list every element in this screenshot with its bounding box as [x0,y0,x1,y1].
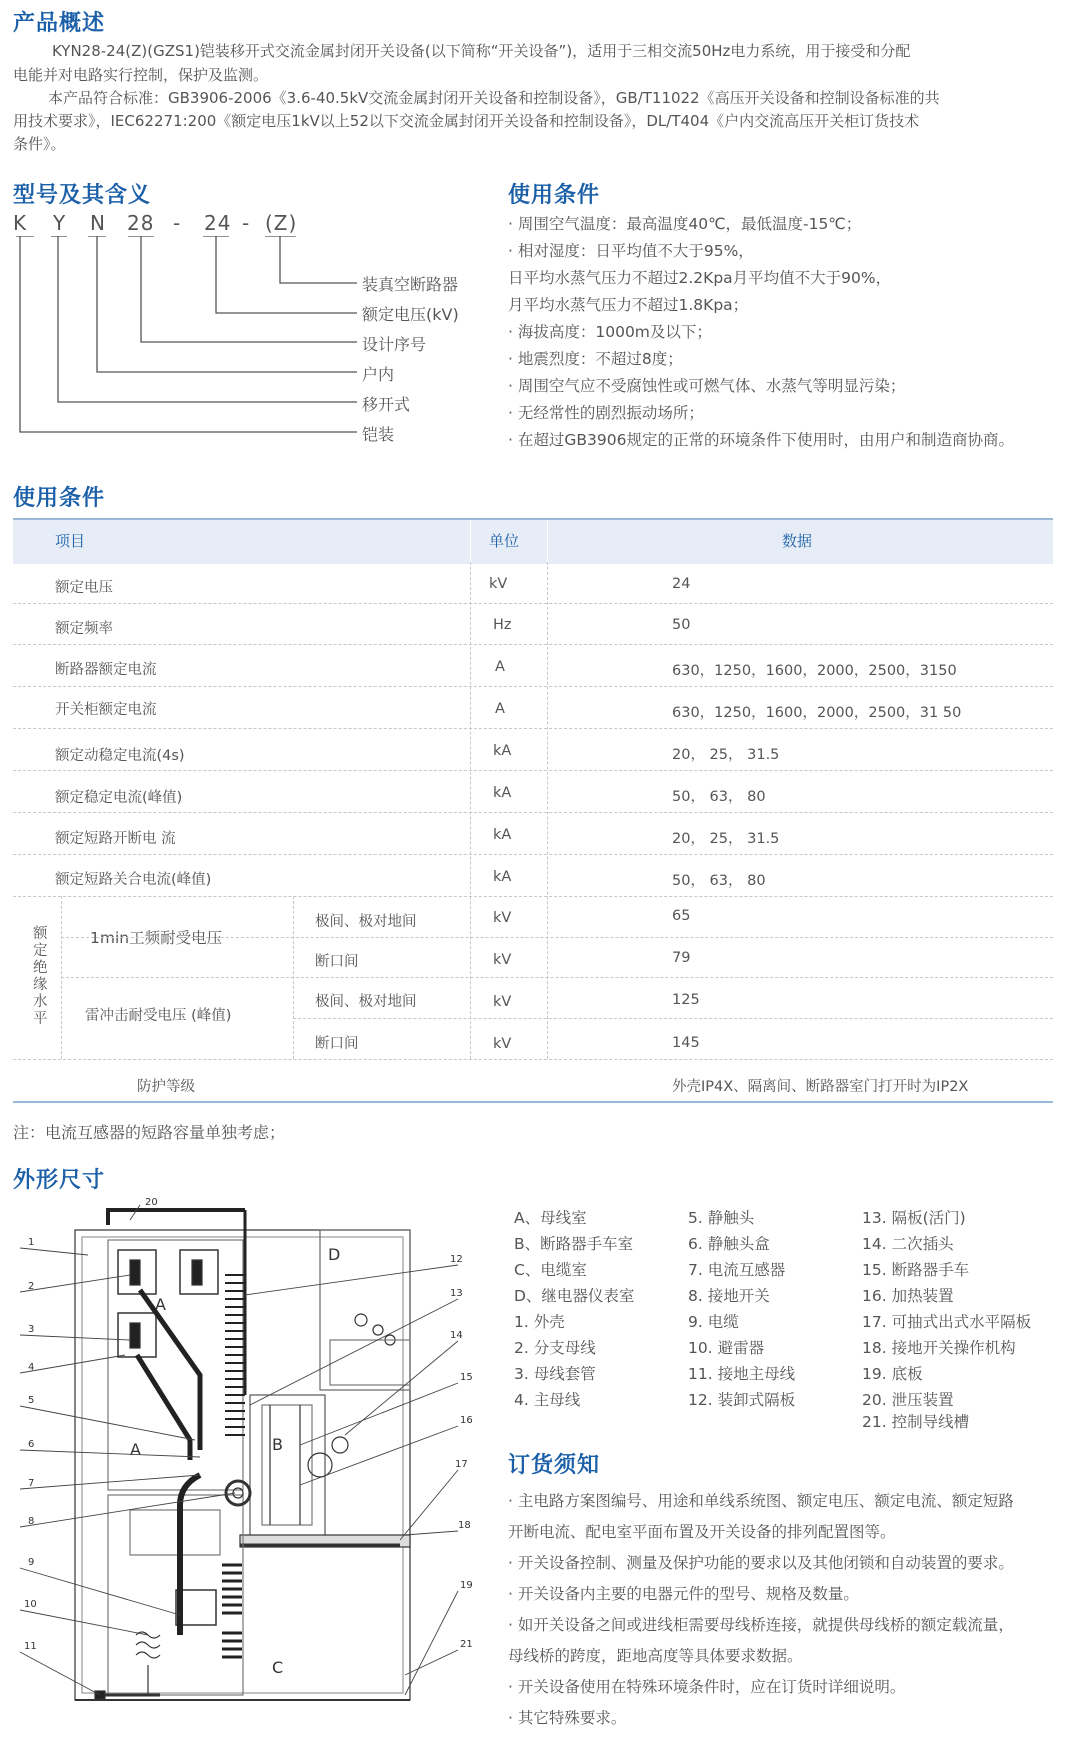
ins-row-4-item: 断口间 [315,1036,359,1052]
legend-item: 15. 断路器手车 [862,1261,970,1279]
insulation-sub-lightning: 雷冲击耐受电压 (峰值) [85,1008,232,1024]
insulation-sub-power-freq: 1min工频耐受电压 [90,929,223,947]
row-8-unit: kA [493,869,512,885]
diagram-num-6: 6 [28,1439,35,1450]
diagram-num-8: 8 [28,1516,35,1527]
table-note: 注：电流互感器的短路容量单独考虑； [13,1123,286,1142]
header-item: 项目 [55,532,86,550]
condition-item-9: · 在超过GB3906规定的正常的环境条件下使用时，由用户和制造商协商。 [508,431,1014,449]
ins-row-3-item: 极间、极对地间 [315,994,417,1010]
legend-item: 4. 主母线 [514,1391,581,1409]
condition-item-8: · 无经常性的剧烈振动场所； [508,404,704,422]
table-row [13,603,1053,645]
row-1-item: 额定电压 [55,580,113,596]
condition-item-7: · 周围空气应不受腐蚀性或可燃气体、水蒸气等明显污染； [508,377,906,395]
diagram-num-19: 19 [460,1580,473,1591]
legend-item: 12. 装卸式隔板 [688,1391,796,1409]
code-24: 24 [204,211,232,235]
diagram-letter-a-top: A [155,1295,166,1314]
ins-row-4-data: 145 [672,1035,700,1051]
diagram-num-10: 10 [24,1599,37,1610]
ins-row-3-data: 125 [672,992,700,1008]
diagram-num-2: 2 [28,1281,35,1292]
col-divider-2 [547,562,548,1059]
meaning-withdrawable: 移开式 [362,395,411,414]
overview-line-1: KYN28-24(Z)(GZS1)铠装移开式交流金属封闭开关设备(以下简称“开关设备”)，适用于三相交流50Hz电力系统，用于接受和分配 [52,42,911,60]
model-title: 型号及其含义 [13,183,152,208]
diagram-num-3: 3 [28,1324,35,1335]
diagram-num-18: 18 [458,1520,471,1531]
condition-item-5: · 海拔高度：1000m及以下； [508,323,712,341]
ins-row-2-unit: kV [493,952,512,968]
code-28: 28 [127,211,155,235]
table-row [13,1059,1053,1060]
legend-item: 8. 接地开关 [688,1287,770,1305]
ins-row-1-unit: kV [493,910,512,926]
code-k: K [13,211,28,235]
header-data: 数据 [782,532,813,550]
legend-item: 7. 电流互感器 [688,1261,786,1279]
order-item-1: · 主电路方案图编号、用途和单线系统图、额定电压、额定电流、额定短路 [508,1492,1014,1510]
legend-item: 18. 接地开关操作机构 [862,1339,1016,1357]
order-item-5: · 如开关设备之间或进线柜需要母线桥连接，就提供母线桥的额定载流量， [508,1616,1014,1634]
table-row [293,1018,1053,1019]
dimensions-title: 外形尺寸 [13,1168,106,1193]
col-divider-1 [470,562,471,1059]
row-6-unit: kA [493,785,512,801]
diagram-num-21: 21 [460,1639,473,1650]
code-n: N [90,211,106,235]
row-3-data: 630，1250，1600，2000，2500，3150 [672,663,957,679]
protection-value: 外壳IP4X、隔离间、断路器室门打开时为IP2X [672,1079,969,1095]
condition-item-6: · 地震烈度：不超过8度； [508,350,683,368]
legend-item: 3. 母线套管 [514,1365,596,1383]
code-dash-1: - [173,211,182,235]
row-5-data: 20， 25， 31.5 [672,747,780,763]
row-6-item: 额定稳定电流(峰值) [55,790,183,806]
row-8-data: 50， 63， 80 [672,873,766,889]
legend-item: 20. 泄压装置 [862,1391,954,1409]
row-8-item: 额定短路关合电流(峰值) [55,872,212,888]
meaning-vacuum-breaker: 装真空断路器 [362,275,459,294]
diagram-num-7: 7 [28,1478,35,1489]
overview-title: 产品概述 [13,11,106,36]
legend-item: 16. 加热装置 [862,1287,954,1305]
row-1-data: 24 [672,576,691,592]
overview-line-5: 条件》。 [13,135,66,153]
diagram-num-14: 14 [450,1330,463,1341]
legend-item: C、电缆室 [514,1261,587,1279]
diagram-num-11: 11 [24,1641,37,1652]
legend-item: 6. 静触头盒 [688,1235,770,1253]
ins-row-4-unit: kV [493,1036,512,1052]
diagram-num-13: 13 [450,1288,463,1299]
header-divider-2 [547,520,548,562]
header-divider-1 [470,520,471,562]
condition-item-1: · 周围空气温度：最高温度40℃，最低温度-15℃； [508,215,862,233]
meaning-armored: 铠装 [362,425,395,444]
table-row [61,977,1053,978]
meaning-indoor: 户内 [362,365,395,384]
row-5-unit: kA [493,743,512,759]
diagram-num-20: 20 [145,1197,158,1208]
legend-item: 19. 底板 [862,1365,923,1383]
condition-item-4: 月平均水蒸气压力不超过1.8Kpa； [508,296,749,314]
diagram-letter-a: A [130,1440,141,1459]
table-row [13,562,1053,604]
row-2-item: 额定频率 [55,621,113,637]
order-item-3: · 开关设备控制、测量及保护功能的要求以及其他闭锁和自动装置的要求。 [508,1554,1014,1572]
legend-item: 11. 接地主母线 [688,1365,796,1383]
order-item-2: 开断电流、配电室平面布置及开关设备的排列配置图等。 [508,1523,896,1541]
order-item-8: · 其它特殊要求。 [508,1709,627,1727]
diagram-letter-d: D [328,1245,341,1264]
diagram-num-9: 9 [28,1557,35,1568]
conditions-title: 使用条件 [508,183,601,208]
code-z: (Z) [265,211,298,235]
header-unit: 单位 [489,532,520,550]
row-6-data: 50， 63， 80 [672,789,766,805]
row-7-unit: kA [493,827,512,843]
row-2-data: 50 [672,617,691,633]
table-header [13,518,1053,564]
overview-line-2: 电能并对电路实行控制，保护及监测。 [13,66,269,84]
overview-line-4: 用技术要求》，IEC62271:200《额定电压1kV以上52以下交流金属封闭开关设备和控制设备》，DL/T404《户内交流高压开关柜订货技术 [13,112,920,130]
order-item-4: · 开关设备内主要的电器元件的型号、规格及数量。 [508,1585,859,1603]
legend-item: B、断路器手车室 [514,1235,634,1253]
code-dash-2: - [242,211,251,235]
table-bottom-border [13,1101,1053,1103]
table-title: 使用条件 [13,486,106,511]
row-3-item: 断路器额定电流 [55,662,157,678]
ins-row-2-item: 断口间 [315,954,359,970]
diagram-num-12: 12 [450,1254,463,1265]
row-4-item: 开关柜额定电流 [55,702,157,718]
row-5-item: 额定动稳定电流(4s) [55,748,185,764]
row-1-unit: kV [489,576,508,592]
row-2-unit: Hz [493,617,512,633]
diagram-num-15: 15 [460,1372,473,1383]
meaning-rated-voltage: 额定电压(kV) [362,305,459,324]
row-4-data: 630，1250，1600，2000，2500，31 50 [672,705,962,721]
row-7-item: 额定短路开断电 流 [55,831,176,847]
order-title: 订货须知 [508,1453,601,1478]
table-row [61,937,1053,938]
condition-item-2: · 相对湿度：日平均值不大于95%， [508,242,754,260]
legend-item: 21. 控制导线槽 [862,1413,970,1431]
insulation-group-label: 额定绝缘水平 [33,926,48,1027]
ins-row-1-item: 极间、极对地间 [315,914,417,930]
legend-item: A、母线室 [514,1209,587,1227]
legend-item: D、继电器仪表室 [514,1287,635,1305]
diagram-num-1: 1 [28,1237,35,1248]
meaning-design-number: 设计序号 [362,335,427,354]
legend-item: 14. 二次插头 [862,1235,954,1253]
row-3-unit: A [495,659,505,675]
legend-item: 5. 静触头 [688,1209,755,1227]
diagram-num-17: 17 [455,1459,468,1470]
legend-item: 17. 可抽式出式水平隔板 [862,1313,1032,1331]
legend-item: 9. 电缆 [688,1313,739,1331]
order-item-6: 母线桥的跨度，距地高度等具体要求数据。 [508,1647,803,1665]
diagram-letter-c: C [272,1658,284,1677]
switchgear-cross-section-diagram [0,1195,480,1735]
code-y: Y [53,211,67,235]
legend-item: 10. 避雷器 [688,1339,765,1357]
row-4-unit: A [495,701,505,717]
ins-row-3-unit: kV [493,994,512,1010]
diagram-num-4: 4 [28,1362,35,1373]
row-7-data: 20， 25， 31.5 [672,831,780,847]
diagram-num-5: 5 [28,1395,35,1406]
ins-row-1-data: 65 [672,908,691,924]
diagram-letter-b: B [272,1435,283,1454]
legend-item: 13. 隔板(活门) [862,1209,966,1227]
legend-item: 2. 分支母线 [514,1339,596,1357]
ins-row-2-data: 79 [672,950,691,966]
diagram-num-16: 16 [460,1415,473,1426]
overview-line-3: 本产品符合标准：GB3906-2006《3.6-40.5kV交流金属封闭开关设备和控制设备》，GB/T11022《高压开关设备和控制设备标准的共 [48,89,940,107]
legend-item: 1. 外壳 [514,1313,565,1331]
condition-item-3: 日平均水蒸气压力不超过2.2Kpa月平均值不大于90%， [508,269,892,287]
order-item-7: · 开关设备使用在特殊环境条件时，应在订货时详细说明。 [508,1678,906,1696]
protection-label: 防护等级 [137,1079,195,1095]
